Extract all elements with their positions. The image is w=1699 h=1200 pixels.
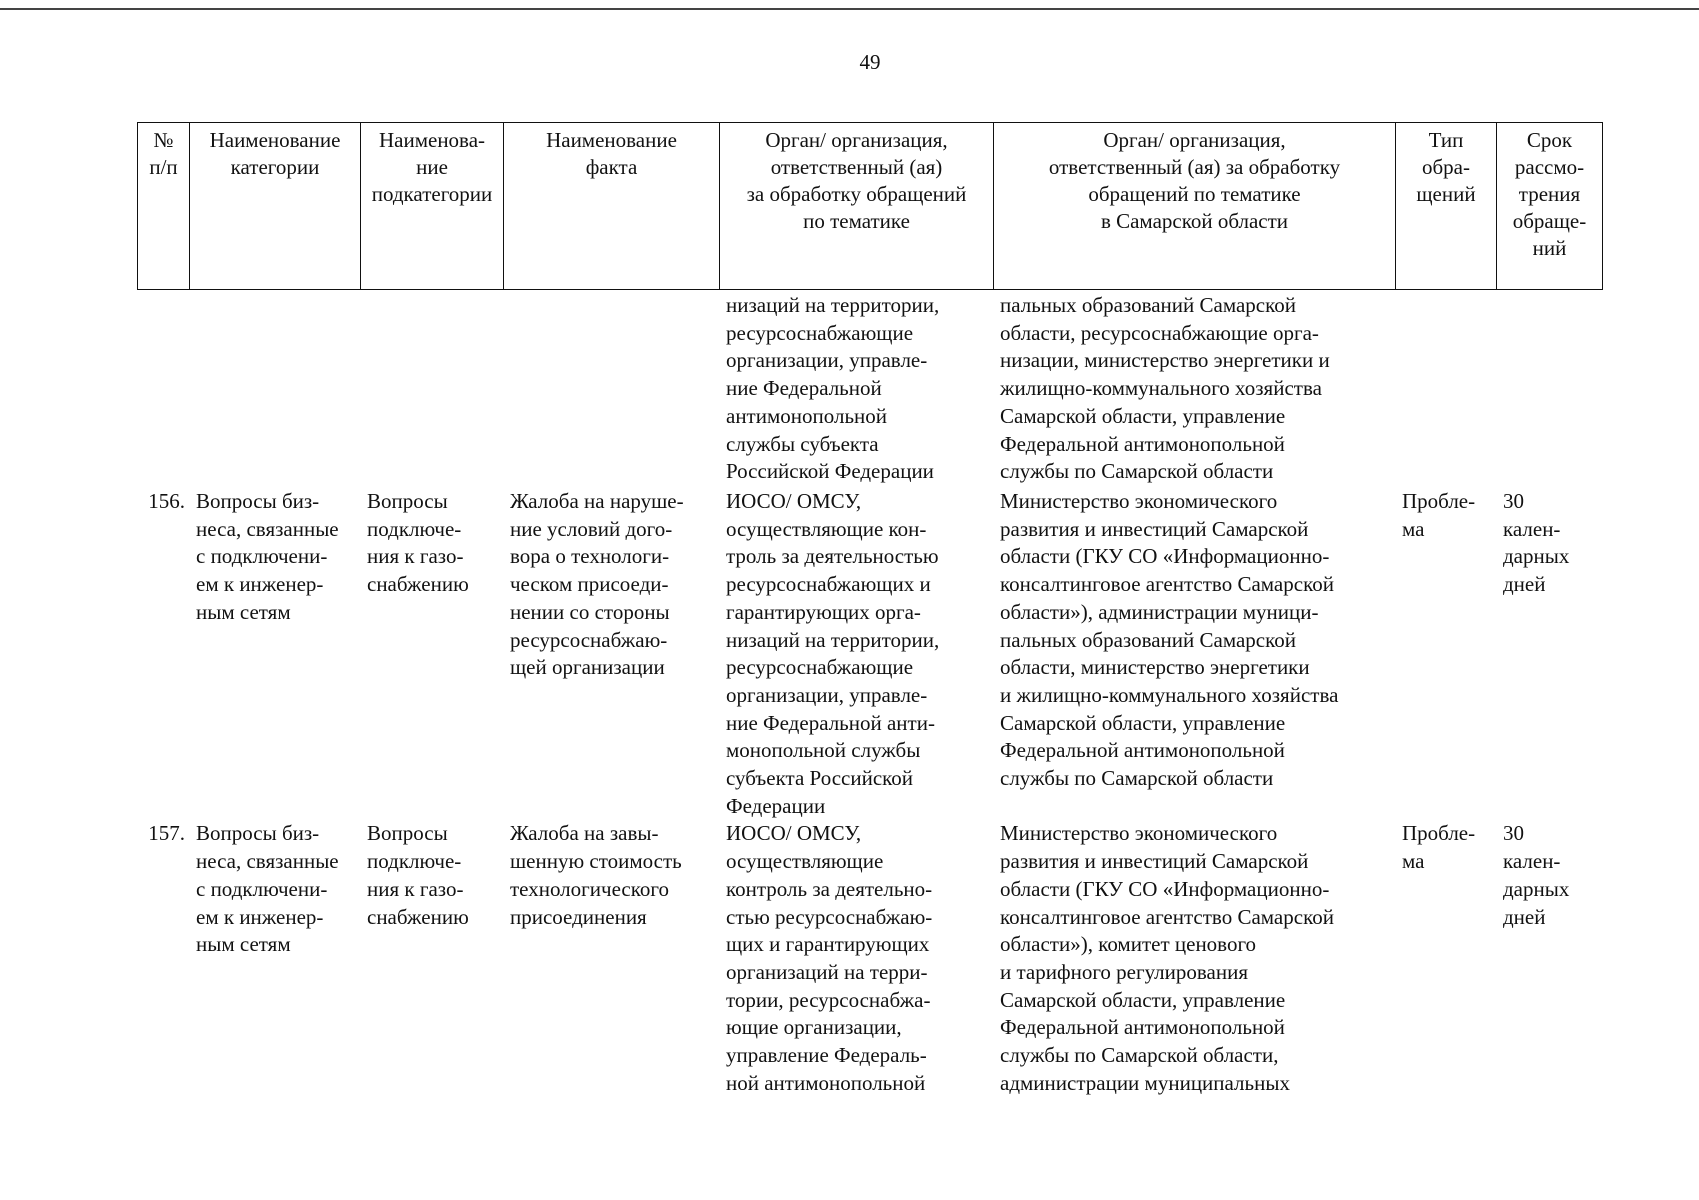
cell-empty bbox=[1496, 292, 1602, 488]
cell-number: 156. bbox=[148, 489, 185, 513]
cell-category: Вопросы биз- неса, связанные с подключени- ем к инженер- ным сетям bbox=[196, 489, 339, 624]
table-body bbox=[137, 292, 1602, 1097]
table-row bbox=[137, 820, 1602, 1097]
cell-subcategory: Вопросы подключе- ния к газо- снабжению bbox=[367, 821, 469, 929]
cell-type: Пробле- ма bbox=[1402, 821, 1476, 874]
header-term: Срок рассмо- трения обраще- ний bbox=[1497, 123, 1603, 290]
cell-type: Пробле- ма bbox=[1402, 489, 1476, 541]
table-row bbox=[137, 488, 1602, 820]
header-row bbox=[138, 123, 1603, 290]
header-subcategory: Наименова- ние подкатегории bbox=[361, 123, 504, 290]
cell-fact: Жалоба на завы- шенную стоимость технологического присоединения bbox=[510, 821, 682, 929]
cell-federal-org: низаций на территории, ресурсоснабжающие организации, управле- ние Федеральной антимонопольной службы субъекта Российской Федерации bbox=[726, 293, 940, 484]
cell-subcategory: Вопросы подключе- ния к газо- снабжению bbox=[367, 489, 469, 597]
top-rule bbox=[0, 8, 1699, 10]
table-row-continuation bbox=[137, 292, 1602, 488]
cell-samara-org: Министерство экономического развития и инвестиций Самарской области (ГКУ СО «Информационно- консалтинговое агентство Самарской области»), комитет ценового и тарифного регулирования Самарской области, управление Федеральной антимонопольной службы по Самарской области, администрации муниципальных bbox=[1000, 821, 1334, 1095]
cell-term: 30 кален- дарных дней bbox=[1503, 489, 1570, 597]
header-category: Наименование категории bbox=[190, 123, 361, 290]
cell-samara-org: Министерство экономического развития и инвестиций Самарской области (ГКУ СО «Информационно- консалтинговое агентство Самарской области»), администрации муници- пальных образований Самарской области, министерство энергетики и жилищно-коммунального хозяйства Самарской области, управление Федеральной антимонопольной службы по Самарской области bbox=[1000, 489, 1339, 791]
cell-federal-org: ИОСО/ ОМСУ, осуществляющие кон- троль за деятельностью ресурсоснабжающих и гарантирующих орга- низаций на территории, ресурсоснабжающие организации, управле- ние Федеральной анти- монопольной службы субъекта Российской Федерации bbox=[726, 489, 940, 818]
cell-empty bbox=[1395, 292, 1496, 488]
header-number: № п/п bbox=[138, 123, 190, 290]
header-federal-org: Орган/ организация, ответственный (ая) за обработку обращений по тематике bbox=[720, 123, 994, 290]
cell-number: 157. bbox=[148, 821, 185, 846]
cell-federal-org: ИОСО/ ОМСУ, осуществляющие контроль за деятельно- стью ресурсоснабжаю- щих и гарантирующих организаций на терри- тории, ресурсоснабжа- ющие организации, управление Федераль- ной антимонопольной bbox=[726, 821, 933, 1095]
cell-empty bbox=[137, 292, 189, 488]
cell-term: 30 кален- дарных дней bbox=[1503, 821, 1570, 929]
cell-empty bbox=[503, 292, 719, 488]
cell-fact: Жалоба на наруше- ние условий дого- вора о технологи- ческом присоеди- нении со стороны ресурсоснабжаю- щей организации bbox=[510, 489, 684, 680]
header-samara-org: Орган/ организация, ответственный (ая) за обработку обращений по тематике в Самарской области bbox=[994, 123, 1396, 290]
cell-samara-org: пальных образований Самарской области, ресурсоснабжающие орга- низации, министерство энергетики и жилищно-коммунального хозяйства Самарской области, управление Федеральной антимонопольной службы по Самарской области bbox=[1000, 293, 1330, 484]
cell-empty bbox=[189, 292, 360, 488]
cell-category: Вопросы биз- неса, связанные с подключени- ем к инженер- ным сетям bbox=[196, 821, 339, 957]
cell-empty bbox=[360, 292, 503, 488]
header-fact: Наименование факта bbox=[504, 123, 720, 290]
table-header bbox=[137, 122, 1603, 290]
header-type: Тип обра- щений bbox=[1396, 123, 1497, 290]
page-number: 49 bbox=[859, 50, 881, 74]
